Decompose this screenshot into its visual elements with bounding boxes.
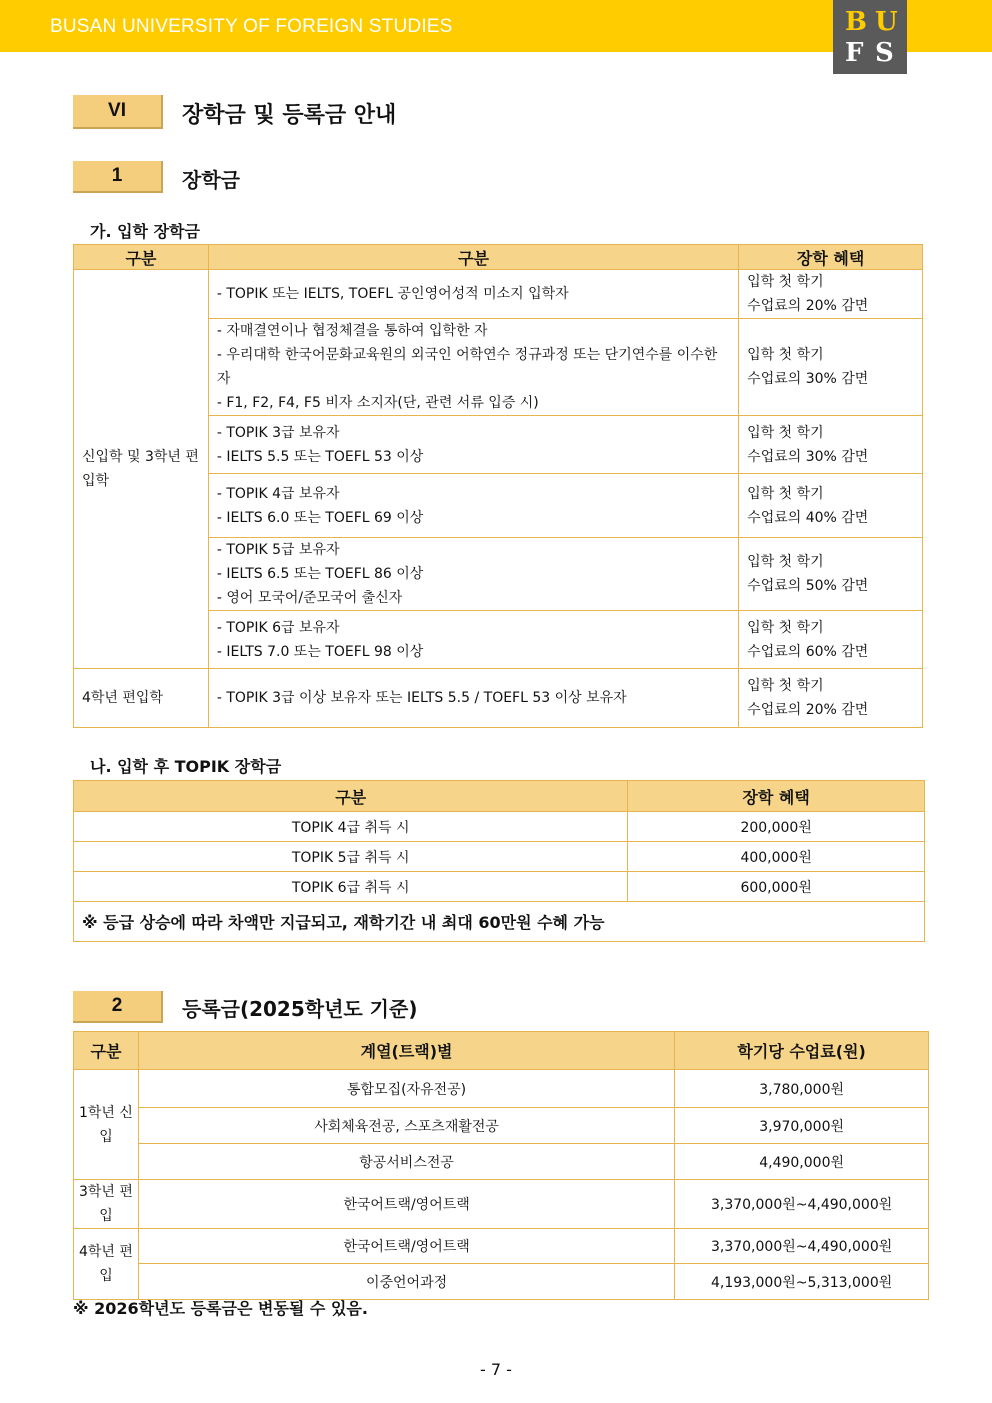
- table-cell: 3,370,000원~4,490,000원: [675, 1229, 929, 1264]
- bufs-logo: [833, 0, 907, 74]
- benefit-cell: 입학 첫 학기 수업료의 40% 감면: [739, 474, 923, 538]
- table-header: 구분: [74, 1032, 139, 1070]
- logo-letter: U: [875, 7, 898, 37]
- logo-letter: B: [845, 7, 867, 37]
- subsection-ga-title: 가. 입학 장학금: [90, 222, 200, 241]
- table-header: 계열(트랙)별: [138, 1032, 674, 1070]
- table-cell: 400,000원: [628, 842, 925, 872]
- table-cell: 한국어트랙/영어트랙: [138, 1180, 674, 1229]
- group-label: 4학년 편입: [74, 1229, 139, 1300]
- section-title-2: 등록금(2025학년도 기준): [182, 997, 418, 1021]
- criteria-cell: - TOPIK 3급 이상 보유자 또는 IELTS 5.5 / TOEFL 53 이상 보유자: [208, 669, 738, 728]
- logo-letter: F: [845, 38, 864, 68]
- benefit-cell: 입학 첫 학기 수업료의 30% 감면: [739, 416, 923, 474]
- benefit-cell: 입학 첫 학기 수업료의 20% 감면: [739, 270, 923, 319]
- table-cell: 사회체육전공, 스포츠재활전공: [138, 1108, 674, 1144]
- criteria-cell: - TOPIK 3급 보유자 - IELTS 5.5 또는 TOEFL 53 이상: [208, 416, 738, 474]
- table-cell: 3,780,000원: [675, 1070, 929, 1108]
- table-cell: TOPIK 4급 취득 시: [74, 812, 628, 842]
- criteria-cell: - TOPIK 6급 보유자 - IELTS 7.0 또는 TOEFL 98 이상: [208, 611, 738, 669]
- table-cell: 3,370,000원~4,490,000원: [675, 1180, 929, 1229]
- benefit-cell: 입학 첫 학기 수업료의 30% 감면: [739, 319, 923, 416]
- criteria-cell: - TOPIK 5급 보유자 - IELTS 6.5 또는 TOEFL 86 이상 - 영어 모국어/준모국어 출신자: [208, 538, 738, 611]
- table-cell: 통합모집(자유전공): [138, 1070, 674, 1108]
- section-number-2: 2: [73, 991, 163, 1023]
- table-header: 구분: [74, 781, 628, 812]
- table-header: 구분: [74, 245, 209, 270]
- tuition-table: [73, 1031, 929, 1300]
- benefit-cell: 입학 첫 학기 수업료의 20% 감면: [739, 669, 923, 728]
- criteria-cell: - TOPIK 또는 IELTS, TOEFL 공인영어성적 미소지 입학자: [208, 270, 738, 319]
- section-title-vi: 장학금 및 등록금 안내: [182, 103, 397, 128]
- benefit-cell: 입학 첫 학기 수업료의 50% 감면: [739, 538, 923, 611]
- section-title-1: 장학금: [182, 168, 240, 192]
- logo-letter: S: [875, 38, 894, 68]
- group-label: 신입학 및 3학년 편입학: [74, 270, 209, 669]
- university-name: BUSAN UNIVERSITY OF FOREIGN STUDIES: [50, 16, 453, 37]
- page-number: - 7 -: [480, 1360, 512, 1379]
- table-cell: 항공서비스전공: [138, 1144, 674, 1180]
- table-cell: TOPIK 6급 취득 시: [74, 872, 628, 902]
- group-label: 4학년 편입학: [74, 669, 209, 728]
- table-header: 장학 혜택: [628, 781, 925, 812]
- criteria-cell: - TOPIK 4급 보유자 - IELTS 6.0 또는 TOEFL 69 이상: [208, 474, 738, 538]
- topik-scholarship-table: [73, 780, 925, 942]
- table-cell: 4,490,000원: [675, 1144, 929, 1180]
- table-cell: 이중언어과정: [138, 1264, 674, 1300]
- tuition-note: ※ 2026학년도 등록금은 변동될 수 있음.: [73, 1299, 368, 1318]
- group-label: 1학년 신입: [74, 1070, 139, 1180]
- criteria-cell: - 자매결연이나 협정체결을 통하여 입학한 자 - 우리대학 한국어문화교육원의 외국인 어학연수 정규과정 또는 단기연수를 이수한 자 - F1, F2, F4, F5 비자 소지자(단, 관련 서류 입증 시): [208, 319, 738, 416]
- table-cell: 3,970,000원: [675, 1108, 929, 1144]
- benefit-cell: 입학 첫 학기 수업료의 60% 감면: [739, 611, 923, 669]
- table-header: 학기당 수업료(원): [675, 1032, 929, 1070]
- table-cell: TOPIK 5급 취득 시: [74, 842, 628, 872]
- table-cell: 4,193,000원~5,313,000원: [675, 1264, 929, 1300]
- group-label: 3학년 편입: [74, 1180, 139, 1229]
- table-cell: 한국어트랙/영어트랙: [138, 1229, 674, 1264]
- table-cell: 200,000원: [628, 812, 925, 842]
- subsection-na-title: 나. 입학 후 TOPIK 장학금: [90, 757, 282, 776]
- admission-scholarship-table: [73, 244, 923, 728]
- table-header: 장학 혜택: [739, 245, 923, 270]
- table-note: ※ 등급 상승에 따라 차액만 지급되고, 재학기간 내 최대 60만원 수혜 가능: [74, 902, 925, 942]
- table-header: 구분: [208, 245, 738, 270]
- section-number-vi: VI: [73, 95, 163, 129]
- section-number-1: 1: [73, 161, 163, 193]
- table-cell: 600,000원: [628, 872, 925, 902]
